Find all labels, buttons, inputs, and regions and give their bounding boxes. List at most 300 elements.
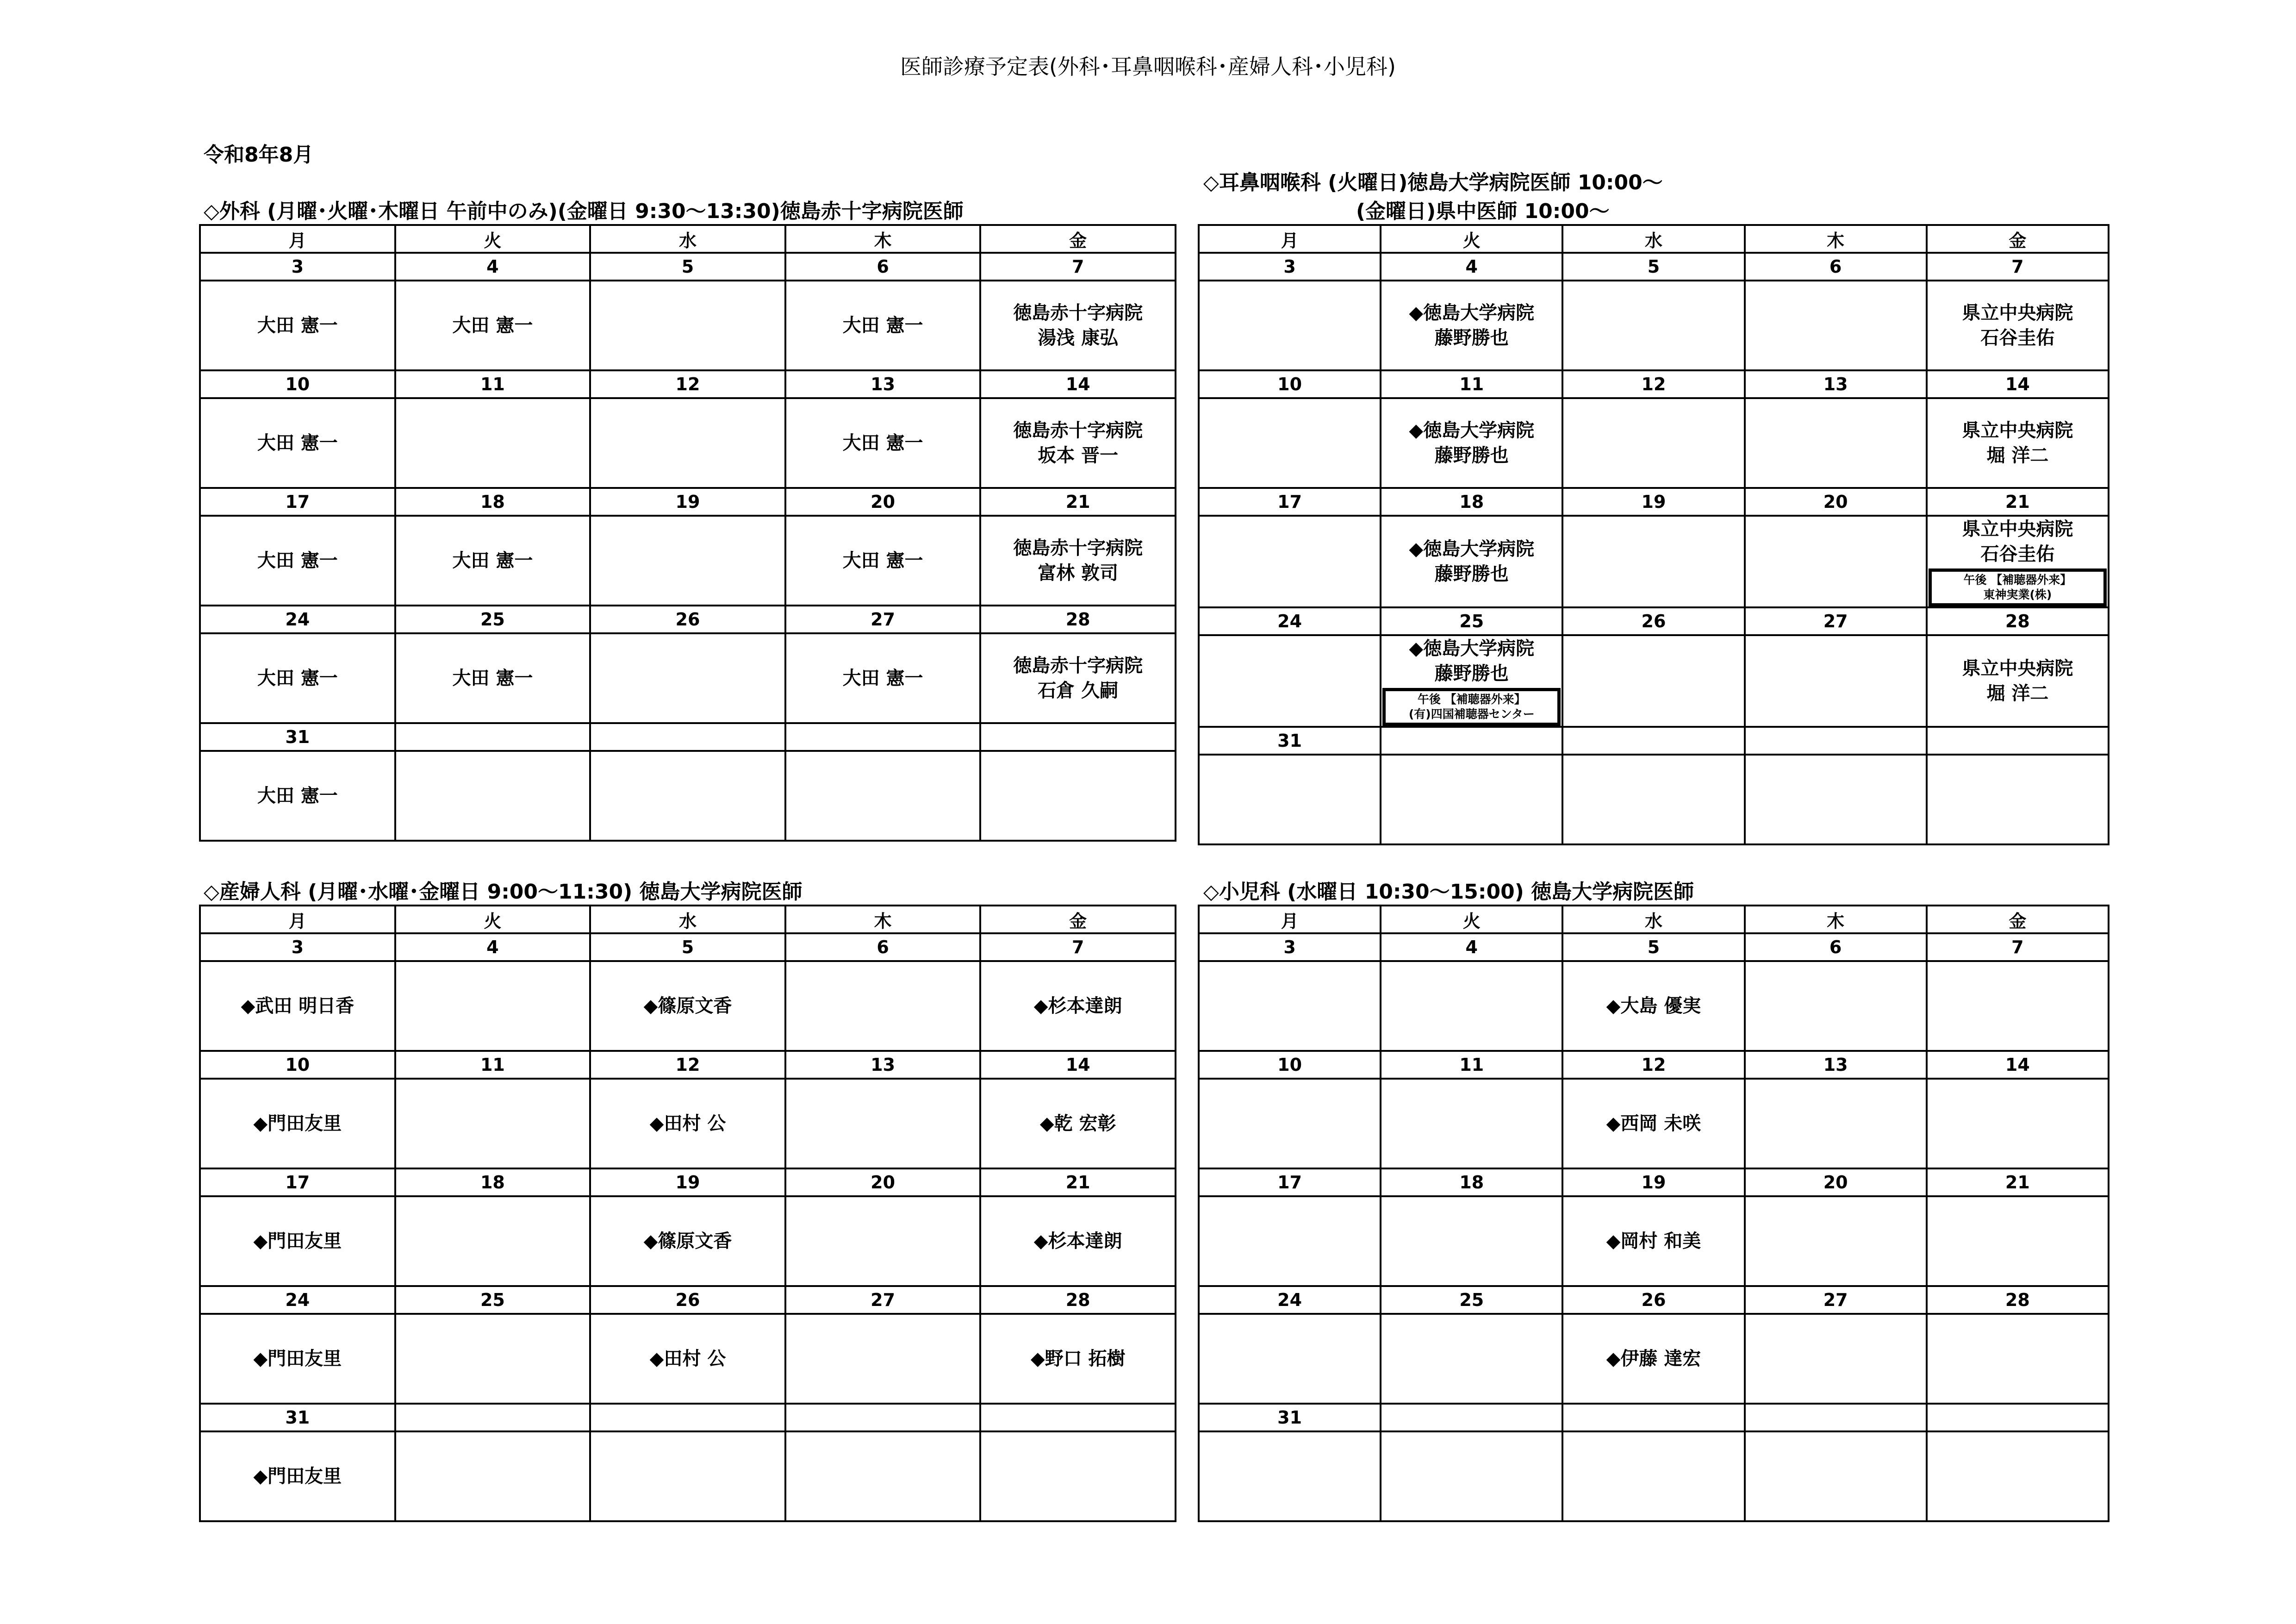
weekday-header-cell: 金: [1927, 906, 2109, 933]
date-row: [1199, 1051, 2109, 1079]
date-cell: 17: [200, 1168, 395, 1196]
doctor-cell: [785, 1079, 981, 1168]
doctor-cell: [1381, 755, 1562, 844]
date-cell: [395, 723, 591, 751]
doctor-name: 徳島赤十字病院 湯浅 康弘: [1013, 302, 1143, 349]
doctor-cell: [1562, 961, 1744, 1051]
date-row: [200, 488, 1176, 516]
doctor-cell: [395, 281, 591, 370]
date-cell: 21: [1927, 1168, 2109, 1196]
doctor-cell: [1745, 755, 1927, 844]
date-cell: 4: [395, 933, 591, 961]
doctor-cell: [1562, 1079, 1744, 1168]
date-cell: 18: [1381, 1168, 1562, 1196]
date-cell: 12: [1562, 370, 1744, 398]
date-cell: 4: [1381, 933, 1562, 961]
doctor-cell: [980, 633, 1176, 723]
doctor-cell: [1381, 398, 1562, 488]
date-cell: 6: [785, 933, 981, 961]
date-cell: 20: [1745, 1168, 1927, 1196]
weekday-header-cell: 水: [590, 906, 785, 933]
doctor-cell: [1562, 1431, 1744, 1521]
date-cell: 28: [1927, 1286, 2109, 1314]
doctor-cell: [1927, 281, 2109, 370]
date-cell: 12: [1562, 1051, 1744, 1079]
date-cell: 3: [1199, 933, 1381, 961]
date-cell: 21: [980, 488, 1176, 516]
date-cell: 31: [200, 723, 395, 751]
date-row: [1199, 933, 2109, 961]
doctor-cell: [1562, 635, 1744, 727]
doctor-cell: [1927, 398, 2109, 488]
doctor-cell: [1927, 1196, 2109, 1286]
doctor-cell: [980, 1431, 1176, 1521]
doctor-cell: [1199, 1196, 1381, 1286]
date-cell: 26: [1562, 1286, 1744, 1314]
date-cell: [980, 1404, 1176, 1431]
weekday-header-cell: 火: [395, 225, 591, 253]
date-cell: [1381, 1404, 1562, 1431]
weekday-header-cell: 月: [1199, 225, 1381, 253]
date-cell: 21: [1927, 488, 2109, 516]
weekday-header-cell: 火: [395, 906, 591, 933]
date-cell: 24: [200, 606, 395, 633]
doctor-cell: [1381, 635, 1562, 727]
doctor-name: 県立中央病院 堀 洋二: [1962, 658, 2073, 704]
doctor-row: [200, 751, 1176, 841]
date-row: [1199, 1168, 2109, 1196]
date-cell: [590, 723, 785, 751]
doctor-cell: [395, 1079, 591, 1168]
date-cell: 13: [1745, 370, 1927, 398]
date-row: [200, 723, 1176, 751]
doctor-cell: [1745, 398, 1927, 488]
doctor-cell: [980, 516, 1176, 606]
weekday-header-cell: 水: [1562, 225, 1744, 253]
date-cell: [980, 723, 1176, 751]
weekday-header-cell: 月: [200, 906, 395, 933]
doctor-cell: [1745, 635, 1927, 727]
date-cell: 4: [1381, 253, 1562, 281]
doctor-cell: [980, 1079, 1176, 1168]
doctor-cell: [1199, 1079, 1381, 1168]
date-cell: 5: [1562, 933, 1744, 961]
date-cell: 6: [1745, 253, 1927, 281]
date-cell: 14: [980, 1051, 1176, 1079]
date-cell: [785, 723, 981, 751]
date-cell: 28: [1927, 607, 2109, 635]
date-cell: [395, 1404, 591, 1431]
date-cell: 3: [200, 933, 395, 961]
doctor-name: 大田 憲一: [842, 432, 923, 454]
date-cell: 20: [1745, 488, 1927, 516]
doctor-cell: [1745, 1196, 1927, 1286]
weekday-header-cell: 木: [785, 906, 981, 933]
doctor-cell: [1927, 1079, 2109, 1168]
date-row: [200, 1286, 1176, 1314]
weekday-header-cell: 金: [980, 225, 1176, 253]
doctor-cell: [1381, 1431, 1562, 1521]
date-cell: [1745, 727, 1927, 755]
doctor-name: ◆岡村 和美: [1606, 1230, 1701, 1252]
date-cell: 6: [785, 253, 981, 281]
doctor-cell: [1562, 1196, 1744, 1286]
date-cell: 19: [590, 488, 785, 516]
date-cell: 11: [1381, 370, 1562, 398]
doctor-cell: [1927, 1314, 2109, 1404]
date-cell: [1381, 727, 1562, 755]
doctor-name: 大田 憲一: [452, 668, 533, 689]
doctor-cell: [1562, 755, 1744, 844]
date-cell: 10: [1199, 370, 1381, 398]
doctor-name: 大田 憲一: [257, 315, 338, 336]
doctor-cell: [590, 516, 785, 606]
doctor-name: 大田 憲一: [842, 550, 923, 571]
date-cell: 18: [1381, 488, 1562, 516]
weekday-header-cell: 木: [1745, 906, 1927, 933]
doctor-cell: [1199, 1431, 1381, 1521]
doctor-name: 県立中央病院 堀 洋二: [1962, 420, 2073, 466]
doctor-cell: [590, 961, 785, 1051]
doctor-cell: [1562, 516, 1744, 607]
document-title: 医師診療予定表(外科･耳鼻咽喉科･産婦人科･小児科): [900, 54, 1396, 79]
doctor-row: [1199, 961, 2109, 1051]
date-cell: 26: [1562, 607, 1744, 635]
doctor-cell: [200, 398, 395, 488]
date-cell: 20: [785, 1168, 981, 1196]
date-cell: 14: [1927, 370, 2109, 398]
doctor-row: [1199, 516, 2109, 607]
doctor-name: ◆田村 公: [649, 1348, 726, 1369]
date-cell: 20: [785, 488, 981, 516]
doctor-name: 大田 憲一: [257, 550, 338, 571]
date-cell: 27: [1745, 1286, 1927, 1314]
doctor-cell: [200, 751, 395, 841]
doctor-cell: [395, 961, 591, 1051]
doctor-row: [1199, 1196, 2109, 1286]
date-cell: 3: [1199, 253, 1381, 281]
weekday-header-row: [1199, 225, 2109, 253]
doctor-row: [1199, 398, 2109, 488]
doctor-name: ◆門田友里: [253, 1113, 342, 1134]
date-row: [1199, 370, 2109, 398]
doctor-cell: [200, 516, 395, 606]
doctor-name: ◆篠原文香: [643, 1230, 732, 1252]
date-row: [1199, 607, 2109, 635]
doctor-name: ◆田村 公: [649, 1113, 726, 1134]
doctor-row: [1199, 1314, 2109, 1404]
date-cell: 13: [785, 370, 981, 398]
date-cell: 27: [785, 1286, 981, 1314]
doctor-cell: [785, 633, 981, 723]
doctor-cell: [1745, 1431, 1927, 1521]
doctor-name: 県立中央病院 石谷圭佑: [1962, 302, 2073, 349]
date-cell: 28: [980, 606, 1176, 633]
date-cell: 18: [395, 488, 591, 516]
date-cell: 31: [1199, 1404, 1381, 1431]
doctor-name: ◆伊藤 達宏: [1606, 1348, 1701, 1369]
weekday-header-cell: 木: [785, 225, 981, 253]
doctor-name: ◆門田友里: [253, 1348, 342, 1369]
doctor-row: [1199, 755, 2109, 844]
weekday-header-row: [1199, 906, 2109, 933]
date-cell: 25: [395, 1286, 591, 1314]
date-cell: 10: [1199, 1051, 1381, 1079]
doctor-cell: [590, 1431, 785, 1521]
date-cell: 7: [980, 933, 1176, 961]
doctor-cell: [785, 961, 981, 1051]
schedule-period: 令和8年8月: [204, 143, 314, 167]
doctor-cell: [1199, 961, 1381, 1051]
doctor-cell: [1381, 281, 1562, 370]
date-cell: 7: [1927, 933, 2109, 961]
doctor-cell: [590, 398, 785, 488]
doctor-name: 徳島赤十字病院 坂本 晋一: [1013, 420, 1143, 466]
doctor-cell: [590, 1196, 785, 1286]
doctor-cell: [1199, 1314, 1381, 1404]
pediatrics-schedule-table: [1198, 905, 2109, 1522]
date-row: [1199, 1286, 2109, 1314]
doctor-name: 大田 憲一: [842, 668, 923, 689]
date-cell: 3: [200, 253, 395, 281]
doctor-cell: [1745, 1079, 1927, 1168]
doctor-cell: [395, 751, 591, 841]
date-cell: 5: [1562, 253, 1744, 281]
doctor-cell: [980, 281, 1176, 370]
doctor-name: ◆杉本達朗: [1033, 995, 1122, 1017]
date-cell: 4: [395, 253, 591, 281]
doctor-cell: [785, 398, 981, 488]
doctor-cell: [1199, 398, 1381, 488]
date-cell: 11: [395, 1051, 591, 1079]
doctor-cell: [395, 633, 591, 723]
weekday-header-row: [200, 906, 1176, 933]
doctor-row: [1199, 281, 2109, 370]
doctor-cell: [200, 1196, 395, 1286]
doctor-row: [200, 1314, 1176, 1404]
doctor-cell: [1745, 516, 1927, 607]
doctor-cell: [1927, 755, 2109, 844]
date-cell: [1927, 727, 2109, 755]
doctor-name: ◆乾 宏彰: [1039, 1113, 1116, 1134]
date-row: [1199, 488, 2109, 516]
doctor-cell: [590, 281, 785, 370]
date-cell: 7: [1927, 253, 2109, 281]
doctor-row: [1199, 1431, 2109, 1521]
doctor-cell: [1745, 281, 1927, 370]
weekday-header-cell: 月: [1199, 906, 1381, 933]
date-cell: 11: [1381, 1051, 1562, 1079]
doctor-cell: [1562, 281, 1744, 370]
surgery-heading: ◇外科 (月曜･火曜･木曜日 午前中のみ)(金曜日 9:30～13:30)徳島赤十字病院医師: [204, 200, 964, 223]
doctor-row: [200, 633, 1176, 723]
doctor-cell: [980, 1196, 1176, 1286]
date-row: [1199, 727, 2109, 755]
doctor-name: ◆野口 拓樹: [1030, 1348, 1126, 1369]
date-row: [200, 933, 1176, 961]
date-cell: 10: [200, 370, 395, 398]
doctor-row: [1199, 1079, 2109, 1168]
date-cell: 27: [785, 606, 981, 633]
weekday-header-cell: 水: [590, 225, 785, 253]
weekday-header-row: [200, 225, 1176, 253]
date-cell: 19: [590, 1168, 785, 1196]
doctor-cell: [1199, 281, 1381, 370]
doctor-name: 大田 憲一: [257, 785, 338, 806]
doctor-cell: [590, 1314, 785, 1404]
date-row: [200, 253, 1176, 281]
doctor-cell: [980, 961, 1176, 1051]
date-cell: [1745, 1404, 1927, 1431]
doctor-cell: [1745, 961, 1927, 1051]
doctor-name: ◆徳島大学病院 藤野勝也: [1409, 302, 1535, 349]
doctor-name: 大田 憲一: [452, 315, 533, 336]
doctor-name: 大田 憲一: [257, 668, 338, 689]
doctor-cell: [590, 751, 785, 841]
date-cell: 10: [200, 1051, 395, 1079]
date-row: [200, 370, 1176, 398]
doctor-row: [200, 398, 1176, 488]
date-cell: 14: [980, 370, 1176, 398]
date-cell: 25: [1381, 607, 1562, 635]
doctor-cell: [590, 1079, 785, 1168]
date-cell: 14: [1927, 1051, 2109, 1079]
date-cell: [785, 1404, 981, 1431]
doctor-name: 県立中央病院 石谷圭佑: [1962, 518, 2073, 565]
doctor-cell: [785, 1431, 981, 1521]
doctor-name: ◆門田友里: [253, 1466, 342, 1487]
doctor-cell: [980, 1314, 1176, 1404]
doctor-cell: [200, 1314, 395, 1404]
doctor-cell: [1927, 516, 2109, 607]
doctor-name: ◆徳島大学病院 藤野勝也: [1409, 420, 1535, 466]
date-cell: 31: [200, 1404, 395, 1431]
date-cell: 5: [590, 933, 785, 961]
doctor-cell: [395, 1431, 591, 1521]
hearing-aid-clinic-note: 午後 【補聴器外来】 東神実業(株): [1929, 568, 2107, 606]
date-cell: [590, 1404, 785, 1431]
doctor-name: ◆徳島大学病院 藤野勝也: [1409, 538, 1535, 585]
doctor-cell: [1927, 961, 2109, 1051]
doctor-name: ◆武田 明日香: [241, 995, 355, 1017]
doctor-cell: [200, 961, 395, 1051]
doctor-name: ◆西岡 未咲: [1606, 1113, 1701, 1134]
date-cell: 25: [1381, 1286, 1562, 1314]
doctor-cell: [980, 751, 1176, 841]
date-cell: 12: [590, 370, 785, 398]
doctor-cell: [785, 281, 981, 370]
weekday-header-cell: 火: [1381, 906, 1562, 933]
doctor-name: 徳島赤十字病院 石倉 久嗣: [1013, 655, 1143, 701]
doctor-cell: [395, 516, 591, 606]
date-cell: 21: [980, 1168, 1176, 1196]
date-cell: 17: [200, 488, 395, 516]
doctor-name: ◆大島 優実: [1606, 995, 1701, 1017]
weekday-header-cell: 火: [1381, 225, 1562, 253]
date-cell: 24: [1199, 1286, 1381, 1314]
surgery-schedule-table: [199, 224, 1176, 842]
date-row: [200, 1051, 1176, 1079]
obgyn-heading: ◇産婦人科 (月曜･水曜･金曜日 9:00～11:30) 徳島大学病院医師: [204, 880, 803, 904]
doctor-cell: [200, 1079, 395, 1168]
doctor-cell: [200, 633, 395, 723]
doctor-row: [200, 516, 1176, 606]
doctor-row: [200, 1079, 1176, 1168]
date-cell: [1562, 727, 1744, 755]
date-row: [200, 606, 1176, 633]
doctor-cell: [1381, 1196, 1562, 1286]
date-cell: 26: [590, 1286, 785, 1314]
doctor-cell: [395, 1196, 591, 1286]
pediatrics-heading: ◇小児科 (水曜日 10:30～15:00) 徳島大学病院医師: [1203, 880, 1694, 904]
weekday-header-cell: 木: [1745, 225, 1927, 253]
date-cell: 28: [980, 1286, 1176, 1314]
doctor-cell: [785, 516, 981, 606]
doctor-cell: [785, 1314, 981, 1404]
date-cell: 13: [785, 1051, 981, 1079]
date-cell: 18: [395, 1168, 591, 1196]
date-cell: 19: [1562, 488, 1744, 516]
doctor-cell: [1927, 635, 2109, 727]
date-cell: 27: [1745, 607, 1927, 635]
doctor-cell: [1562, 1314, 1744, 1404]
doctor-cell: [1562, 398, 1744, 488]
doctor-cell: [1199, 516, 1381, 607]
doctor-name: 大田 憲一: [842, 315, 923, 336]
doctor-name: ◆杉本達朗: [1033, 1230, 1122, 1252]
date-cell: 26: [590, 606, 785, 633]
date-cell: 11: [395, 370, 591, 398]
date-cell: [1927, 1404, 2109, 1431]
doctor-cell: [590, 633, 785, 723]
doctor-name: 大田 憲一: [257, 432, 338, 454]
doctor-row: [200, 1431, 1176, 1521]
ent-heading-line1: ◇耳鼻咽喉科 (火曜日)徳島大学病院医師 10:00～: [1203, 171, 1663, 194]
doctor-name: 徳島赤十字病院 富林 敦司: [1013, 537, 1143, 584]
doctor-cell: [1381, 1079, 1562, 1168]
doctor-row: [200, 961, 1176, 1051]
doctor-cell: [785, 751, 981, 841]
date-cell: 25: [395, 606, 591, 633]
doctor-name: ◆門田友里: [253, 1230, 342, 1252]
doctor-cell: [1745, 1314, 1927, 1404]
doctor-cell: [1199, 755, 1381, 844]
doctor-name: ◆篠原文香: [643, 995, 732, 1017]
weekday-header-cell: 金: [1927, 225, 2109, 253]
hearing-aid-clinic-note: 午後 【補聴器外来】 (有)四国補聴器センター: [1382, 688, 1561, 726]
doctor-row: [1199, 635, 2109, 727]
date-row: [1199, 253, 2109, 281]
doctor-cell: [1381, 961, 1562, 1051]
obgyn-schedule-table: [199, 905, 1176, 1522]
date-cell: 6: [1745, 933, 1927, 961]
date-cell: 17: [1199, 1168, 1381, 1196]
date-cell: 24: [1199, 607, 1381, 635]
date-row: [200, 1404, 1176, 1431]
date-cell: 17: [1199, 488, 1381, 516]
doctor-cell: [785, 1196, 981, 1286]
date-row: [200, 1168, 1176, 1196]
date-cell: 12: [590, 1051, 785, 1079]
doctor-cell: [395, 1314, 591, 1404]
date-cell: 24: [200, 1286, 395, 1314]
date-cell: [1562, 1404, 1744, 1431]
date-cell: 31: [1199, 727, 1381, 755]
doctor-name: ◆徳島大学病院 藤野勝也: [1409, 638, 1535, 684]
doctor-cell: [1199, 635, 1381, 727]
weekday-header-cell: 金: [980, 906, 1176, 933]
weekday-header-cell: 月: [200, 225, 395, 253]
